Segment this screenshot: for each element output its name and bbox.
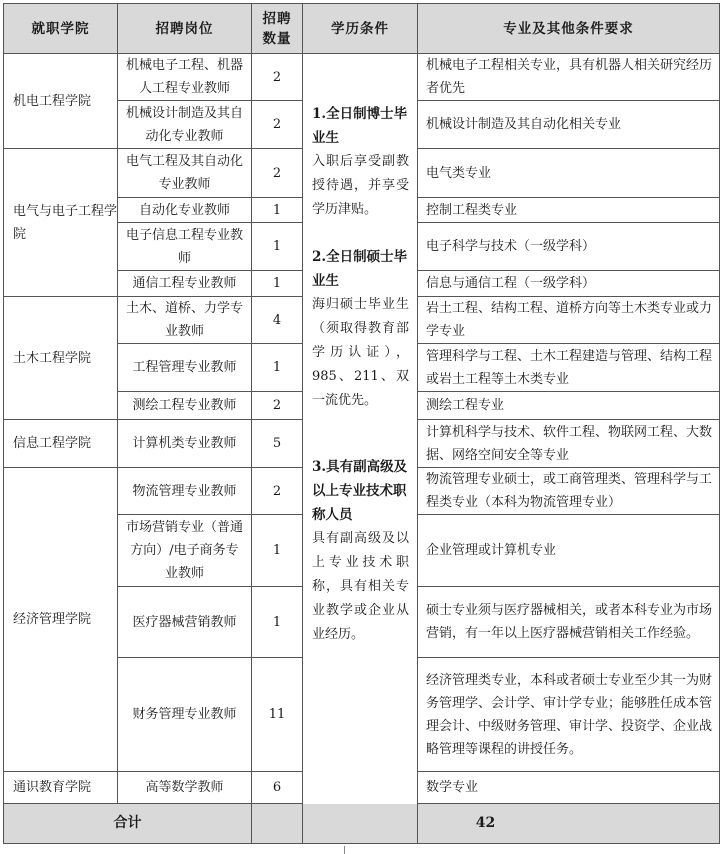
education-title: 2.全日制硕士毕业生 [312, 249, 408, 289]
quantity-cell: 1 [252, 587, 303, 658]
college-cell: 经济管理学院 [4, 468, 118, 772]
table-row [4, 54, 720, 101]
education-detail: 海归硕士毕业生（须取得教育部学历认证），985、211、双一流优先。 [312, 297, 409, 408]
position-cell: 通信工程专业教师 [118, 271, 252, 297]
requirement-cell: 数学专业 [418, 772, 720, 804]
header-position: 招聘岗位 [118, 4, 252, 54]
college-cell: 电气与电子工程学院 [4, 149, 118, 297]
quantity-cell: 2 [252, 468, 303, 515]
total-label: 合计 [4, 804, 252, 844]
requirement-cell: 硕士专业须与医疗器械相关，或者本科专业为市场营销，有一年以上医疗器械营销相关工作经验。 [418, 587, 720, 658]
quantity-cell: 1 [252, 223, 303, 271]
requirement-cell: 机械电子工程相关专业，具有机器人相关研究经历者优先 [418, 54, 720, 101]
position-cell: 工程管理专业教师 [118, 344, 252, 392]
college-cell: 信息工程学院 [4, 420, 118, 468]
quantity-cell: 2 [252, 101, 303, 149]
position-cell: 机械设计制造及其自动化专业教师 [118, 101, 252, 149]
requirement-cell: 岩土工程、结构工程、道桥方向等土木类专业或力学专业 [418, 297, 720, 344]
header-row [4, 4, 720, 54]
position-cell: 计算机类专业教师 [118, 420, 252, 468]
education-block [312, 455, 409, 647]
quantity-cell: 2 [252, 54, 303, 101]
recruitment-table [3, 3, 720, 844]
quantity-cell: 11 [252, 658, 303, 772]
requirement-cell: 计算机科学与技术、软件工程、物联网工程、大数据、网络空间安全等专业 [418, 420, 720, 468]
position-cell: 电子信息工程专业教师 [118, 223, 252, 271]
education-block [312, 102, 409, 222]
position-cell: 电气工程及其自动化专业教师 [118, 149, 252, 198]
quantity-cell: 1 [252, 198, 303, 223]
college-cell: 通识教育学院 [4, 772, 118, 804]
header-college: 就职学院 [4, 4, 118, 54]
college-cell: 机电工程学院 [4, 54, 118, 149]
requirement-cell: 电子科学与技术（一级学科） [418, 223, 720, 271]
quantity-cell: 6 [252, 772, 303, 804]
requirement-cell: 经济管理类专业，本科或者硕士专业至少其一为财务管理学、会计学、审计学专业；能够胜任成本管理会计、中级财务管理、审计学、投资学、企业战略管理等课程的讲授任务。 [418, 658, 720, 772]
quantity-cell: 1 [252, 271, 303, 297]
requirement-cell: 企业管理或计算机专业 [418, 515, 720, 587]
position-cell: 测绘工程专业教师 [118, 392, 252, 420]
total-row [4, 804, 720, 844]
position-cell: 机械电子工程、机器人工程专业教师 [118, 54, 252, 101]
quantity-cell: 5 [252, 420, 303, 468]
education-detail: 具有副高级及以上专业技术职称，具有相关专业教学或企业从业经历。 [312, 531, 409, 642]
page-edge-mark [344, 846, 345, 854]
position-cell: 土木、道桥、力学专业教师 [118, 297, 252, 344]
education-title: 3.具有副高级及以上专业技术职称人员 [312, 459, 408, 523]
quantity-cell: 2 [252, 392, 303, 420]
position-cell: 高等数学教师 [118, 772, 252, 804]
education-cell [303, 54, 418, 844]
position-cell: 医疗器械营销教师 [118, 587, 252, 658]
quantity-cell: 4 [252, 297, 303, 344]
requirement-cell: 电气类专业 [418, 149, 720, 198]
total-value: 42 [252, 804, 720, 844]
requirement-cell: 信息与通信工程（一级学科） [418, 271, 720, 297]
requirement-cell: 控制工程类专业 [418, 198, 720, 223]
header-education: 学历条件 [303, 4, 418, 54]
requirement-cell: 物流管理专业硕士，或工商管理类、管理科学与工程类专业（本科为物流管理专业） [418, 468, 720, 515]
position-cell: 财务管理专业教师 [118, 658, 252, 772]
education-title: 1.全日制博士毕业生 [312, 106, 408, 146]
college-cell: 土木工程学院 [4, 297, 118, 420]
education-detail: 入职后享受副教授待遇，并享受学历津贴。 [312, 154, 409, 217]
requirement-cell: 测绘工程专业 [418, 392, 720, 420]
quantity-cell: 2 [252, 149, 303, 198]
education-block [312, 245, 409, 413]
position-cell: 物流管理专业教师 [118, 468, 252, 515]
quantity-cell: 1 [252, 344, 303, 392]
header-quantity: 招聘数量 [252, 4, 303, 54]
quantity-cell: 1 [252, 515, 303, 587]
header-requirements: 专业及其他条件要求 [418, 4, 720, 54]
requirement-cell: 机械设计制造及其自动化相关专业 [418, 101, 720, 149]
position-cell: 自动化专业教师 [118, 198, 252, 223]
position-cell: 市场营销专业（普通方向）/电子商务专业教师 [118, 515, 252, 587]
requirement-cell: 管理科学与工程、土木工程建造与管理、结构工程或岩土工程等土木类专业 [418, 344, 720, 392]
